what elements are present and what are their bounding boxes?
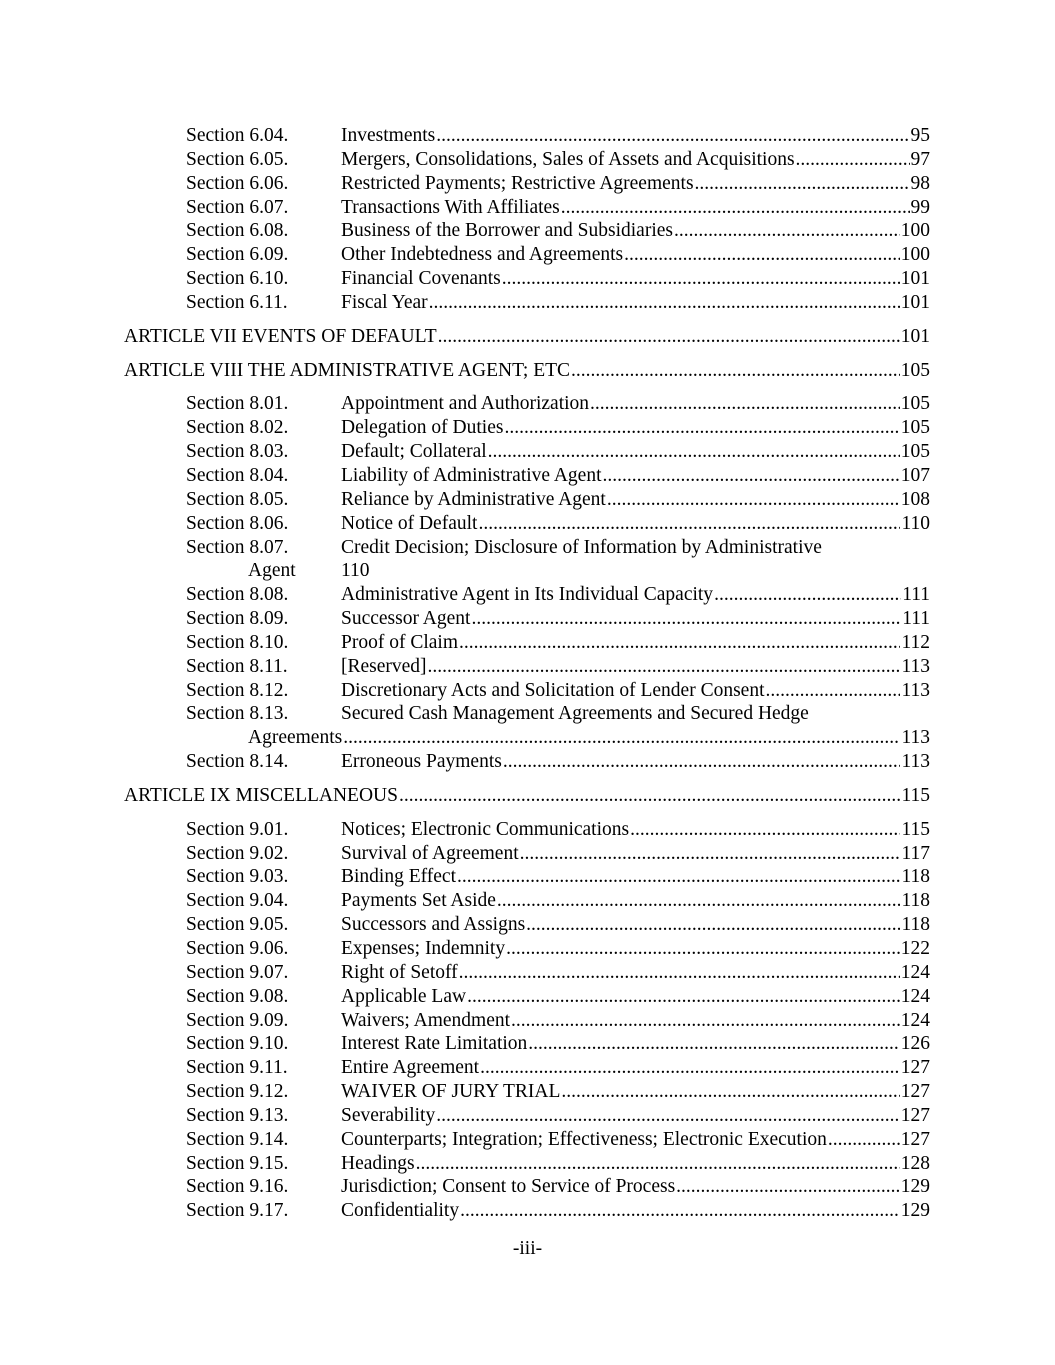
toc-section-row bbox=[0, 937, 1055, 961]
section-page: 110 bbox=[901, 512, 930, 534]
dot-leader bbox=[428, 655, 901, 679]
section-page: 95 bbox=[910, 125, 930, 146]
section-entry bbox=[341, 1175, 930, 1199]
section-title: Applicable Law bbox=[341, 985, 467, 1007]
section-title: Mergers, Consolidations, Sales of Assets and Acquisitions bbox=[341, 148, 795, 170]
toc-section-row bbox=[0, 607, 1055, 631]
section-title: Reliance by Administrative Agent bbox=[341, 488, 606, 510]
section-title-continued: Agreements bbox=[248, 727, 343, 749]
section-page: 124 bbox=[900, 961, 930, 983]
section-number: Section 6.05. bbox=[186, 148, 289, 170]
section-page: 113 bbox=[901, 751, 930, 773]
section-title: Financial Covenants bbox=[341, 268, 501, 290]
section-title: Severability bbox=[341, 1104, 436, 1126]
toc-article-9 bbox=[124, 784, 930, 808]
section-title: Restricted Payments; Restrictive Agreements bbox=[341, 172, 694, 194]
section-title: Successors and Assigns bbox=[341, 914, 526, 936]
section-number: Section 6.07. bbox=[186, 196, 289, 218]
section-page: 118 bbox=[901, 914, 930, 936]
dot-leader bbox=[796, 148, 910, 172]
section-title: Waivers; Amendment bbox=[341, 1009, 511, 1031]
toc-section-row bbox=[0, 985, 1055, 1009]
section-number: Section 8.05. bbox=[186, 488, 289, 510]
toc-section-row bbox=[0, 583, 1055, 607]
section-number: Section 6.06. bbox=[186, 172, 289, 194]
toc-section-row bbox=[0, 512, 1055, 536]
section-entry bbox=[341, 124, 930, 148]
toc-section-row bbox=[0, 392, 1055, 416]
section-number: Section 8.03. bbox=[186, 441, 289, 463]
section-title: Interest Rate Limitation bbox=[341, 1033, 528, 1055]
section-page: 108 bbox=[900, 488, 930, 510]
toc-section-row bbox=[0, 1009, 1055, 1033]
toc-section-8-13 bbox=[0, 702, 1055, 750]
section-entry bbox=[341, 1199, 930, 1223]
section-title: Successor Agent bbox=[341, 608, 471, 630]
section-page: 122 bbox=[900, 938, 930, 959]
section-page: 126 bbox=[900, 1033, 930, 1055]
section-entry bbox=[341, 1009, 930, 1033]
dot-leader bbox=[590, 392, 900, 416]
dot-leader bbox=[399, 784, 900, 808]
section-number: Section 6.09. bbox=[186, 244, 289, 266]
section-page: 127 bbox=[900, 1081, 930, 1103]
section-title: Administrative Agent in Its Individual Capacity bbox=[341, 584, 714, 606]
section-page: 111 bbox=[902, 584, 930, 606]
section-number: Section 9.02. bbox=[186, 842, 289, 864]
section-title: Proof of Claim bbox=[341, 631, 458, 653]
section-number: Section 9.16. bbox=[186, 1176, 289, 1198]
section-title: Confidentiality bbox=[341, 1200, 460, 1222]
section-number: Section 8.12. bbox=[186, 679, 289, 701]
section-title: WAIVER OF JURY TRIAL bbox=[341, 1081, 561, 1103]
dot-leader bbox=[607, 488, 900, 512]
toc-section-row bbox=[0, 1175, 1055, 1199]
toc-section-row bbox=[0, 488, 1055, 512]
section-page: 113 bbox=[901, 655, 930, 677]
dot-leader bbox=[343, 726, 900, 750]
section-title: Binding Effect bbox=[341, 866, 456, 888]
section-number: Section 8.08. bbox=[186, 584, 289, 606]
section-entry bbox=[341, 392, 930, 416]
section-entry bbox=[341, 818, 930, 842]
dot-leader bbox=[676, 1175, 900, 1199]
dot-leader bbox=[457, 865, 900, 889]
toc-section-row bbox=[0, 1080, 1055, 1104]
article-title: ARTICLE VII EVENTS OF DEFAULT bbox=[124, 325, 437, 347]
section-entry bbox=[341, 512, 930, 536]
section-number: Section 9.17. bbox=[186, 1200, 289, 1222]
section-title-continued-line bbox=[248, 726, 930, 750]
section-page: 118 bbox=[901, 866, 930, 888]
section-page: 97 bbox=[910, 148, 930, 170]
section-page: 105 bbox=[900, 441, 930, 463]
section-number: Section 9.12. bbox=[186, 1081, 289, 1103]
section-title: Expenses; Indemnity bbox=[341, 938, 506, 959]
dot-leader bbox=[603, 464, 900, 488]
dot-leader bbox=[416, 1152, 900, 1176]
section-page: 118 bbox=[901, 890, 930, 912]
dot-leader bbox=[714, 583, 901, 607]
section-entry bbox=[341, 219, 930, 243]
section-title: Right of Setoff bbox=[341, 961, 458, 983]
dot-leader bbox=[497, 889, 901, 913]
toc-section-row bbox=[0, 1128, 1055, 1152]
page-number: -iii- bbox=[512, 1238, 543, 1259]
section-entry bbox=[341, 865, 930, 889]
section-page: 124 bbox=[900, 985, 930, 1007]
section-number: Section 9.04. bbox=[186, 890, 289, 912]
table-of-contents bbox=[0, 124, 1055, 1223]
dot-leader bbox=[695, 172, 910, 196]
section-page: 98 bbox=[910, 172, 930, 194]
section-page: 99 bbox=[910, 196, 930, 218]
section-entry bbox=[341, 913, 930, 937]
dot-leader bbox=[506, 937, 900, 961]
article-page: 101 bbox=[900, 325, 930, 347]
dot-leader bbox=[561, 1080, 899, 1104]
toc-section-row bbox=[0, 148, 1055, 172]
toc-section-row bbox=[0, 818, 1055, 842]
section-page: 113 bbox=[901, 727, 930, 749]
section-number: Section 9.06. bbox=[186, 938, 289, 959]
section-number: Section 8.11. bbox=[186, 655, 288, 677]
section-number: Section 8.10. bbox=[186, 631, 289, 653]
section-number: Section 8.02. bbox=[186, 417, 289, 439]
section-number: Section 6.08. bbox=[186, 220, 289, 242]
section-page: 105 bbox=[900, 417, 930, 439]
section-entry bbox=[341, 961, 930, 985]
dot-leader bbox=[459, 631, 900, 655]
section-group-article-9 bbox=[0, 818, 1055, 1223]
article-title: ARTICLE IX MISCELLANEOUS bbox=[124, 784, 398, 806]
dot-leader bbox=[460, 1199, 900, 1223]
toc-article-7 bbox=[124, 325, 930, 349]
dot-leader bbox=[766, 679, 901, 703]
dot-leader bbox=[571, 359, 900, 383]
dot-leader bbox=[502, 267, 900, 291]
section-number: Section 9.15. bbox=[186, 1152, 289, 1174]
section-title: Notices; Electronic Communications bbox=[341, 818, 630, 840]
section-title: Entire Agreement bbox=[341, 1057, 480, 1079]
section-title: [Reserved] bbox=[341, 655, 427, 677]
toc-section-row bbox=[0, 679, 1055, 703]
toc-section-row bbox=[0, 124, 1055, 148]
section-page: 100 bbox=[900, 220, 930, 242]
section-entry bbox=[341, 679, 930, 703]
section-number: Section 9.14. bbox=[186, 1128, 289, 1150]
section-entry bbox=[341, 583, 930, 607]
section-page: 127 bbox=[900, 1057, 930, 1079]
section-number: Section 9.13. bbox=[186, 1104, 289, 1126]
section-number: Section 9.08. bbox=[186, 985, 289, 1007]
toc-section-row bbox=[0, 196, 1055, 220]
dot-leader bbox=[471, 607, 901, 631]
section-title: Jurisdiction; Consent to Service of Process bbox=[341, 1176, 676, 1198]
section-title: Transactions With Affiliates bbox=[341, 196, 560, 218]
section-number: Section 8.06. bbox=[186, 512, 289, 534]
toc-section-row bbox=[0, 865, 1055, 889]
section-page: 129 bbox=[900, 1176, 930, 1198]
section-number: Section 9.03. bbox=[186, 866, 289, 888]
section-number: Section 9.10. bbox=[186, 1033, 289, 1055]
section-number: Section 9.09. bbox=[186, 1009, 289, 1031]
dot-leader bbox=[480, 1056, 900, 1080]
dot-leader bbox=[504, 416, 899, 440]
section-number: Section 8.01. bbox=[186, 393, 289, 415]
section-number: Section 6.04. bbox=[186, 125, 289, 146]
section-entry bbox=[341, 196, 930, 220]
section-group-article-8-part-1 bbox=[0, 392, 1055, 535]
toc-section-row bbox=[0, 1032, 1055, 1056]
dot-leader bbox=[674, 219, 900, 243]
article-page: 115 bbox=[901, 784, 930, 806]
toc-section-row bbox=[0, 219, 1055, 243]
dot-leader bbox=[467, 985, 900, 1009]
section-number: Section 6.10. bbox=[186, 268, 289, 290]
section-number: Section 8.07. bbox=[186, 536, 289, 558]
dot-leader bbox=[624, 243, 900, 267]
section-page: 129 bbox=[900, 1200, 930, 1222]
section-title: Credit Decision; Disclosure of Information by Administrative bbox=[341, 536, 822, 558]
toc-section-row bbox=[0, 631, 1055, 655]
section-page: 124 bbox=[900, 1009, 930, 1031]
toc-section-row bbox=[0, 842, 1055, 866]
section-entry bbox=[341, 985, 930, 1009]
section-page: 117 bbox=[901, 842, 930, 864]
dot-leader bbox=[561, 196, 910, 220]
section-entry bbox=[341, 750, 930, 774]
section-page: 127 bbox=[900, 1128, 930, 1150]
section-entry bbox=[341, 243, 930, 267]
dot-leader bbox=[459, 961, 900, 985]
section-number: Section 8.13. bbox=[186, 703, 289, 725]
section-title: Investments bbox=[341, 125, 436, 146]
section-title: Discretionary Acts and Solicitation of Lender Consent bbox=[341, 679, 765, 701]
article-title: ARTICLE VIII THE ADMINISTRATIVE AGENT; ETC bbox=[124, 359, 571, 381]
section-title: Erroneous Payments bbox=[341, 751, 502, 773]
section-number: Section 8.04. bbox=[186, 464, 289, 486]
dot-leader bbox=[630, 818, 900, 842]
section-entry bbox=[341, 291, 930, 315]
section-entry bbox=[341, 607, 930, 631]
toc-section-row bbox=[0, 416, 1055, 440]
section-entry bbox=[341, 1104, 930, 1128]
section-page: 113 bbox=[901, 679, 930, 701]
section-page: 128 bbox=[900, 1152, 930, 1174]
toc-section-8-07 bbox=[0, 536, 1055, 584]
section-entry bbox=[341, 267, 930, 291]
dot-leader bbox=[828, 1128, 900, 1152]
section-page: 107 bbox=[900, 464, 930, 486]
section-group-article-6 bbox=[0, 124, 1055, 315]
section-title-continued: Agent bbox=[248, 560, 296, 582]
section-entry bbox=[341, 1152, 930, 1176]
dot-leader bbox=[528, 1032, 899, 1056]
section-number: Section 9.07. bbox=[186, 961, 289, 983]
dot-leader bbox=[520, 842, 901, 866]
toc-section-row bbox=[0, 913, 1055, 937]
section-title: Secured Cash Management Agreements and Secured Hedge bbox=[341, 703, 809, 725]
dot-leader bbox=[429, 291, 900, 315]
section-group-article-8-part-2 bbox=[0, 583, 1055, 702]
section-page: 105 bbox=[900, 393, 930, 415]
section-title: Notice of Default bbox=[341, 512, 478, 534]
section-entry bbox=[341, 842, 930, 866]
toc-section-row bbox=[0, 267, 1055, 291]
section-entry bbox=[341, 464, 930, 488]
toc-section-row bbox=[0, 889, 1055, 913]
dot-leader bbox=[503, 750, 901, 774]
section-title: Fiscal Year bbox=[341, 291, 428, 313]
section-number: Section 9.01. bbox=[186, 818, 289, 840]
section-number: Section 8.09. bbox=[186, 608, 289, 630]
section-number: Section 9.05. bbox=[186, 914, 289, 936]
section-number: Section 6.11. bbox=[186, 291, 288, 313]
section-page: 127 bbox=[900, 1104, 930, 1126]
section-page: 111 bbox=[902, 608, 930, 630]
dot-leader bbox=[526, 913, 900, 937]
section-number: Section 8.14. bbox=[186, 751, 289, 773]
section-entry bbox=[341, 937, 930, 961]
section-page: 115 bbox=[901, 818, 930, 840]
dot-leader bbox=[478, 512, 900, 536]
section-title: Payments Set Aside bbox=[341, 890, 496, 912]
section-title: Default; Collateral bbox=[341, 441, 487, 463]
toc-section-row bbox=[0, 172, 1055, 196]
section-title: Other Indebtedness and Agreements bbox=[341, 244, 624, 266]
toc-section-8-14 bbox=[0, 750, 1055, 774]
toc-section-row bbox=[0, 1056, 1055, 1080]
dot-leader bbox=[436, 124, 909, 148]
section-title: Counterparts; Integration; Effectiveness; Electronic Execution bbox=[341, 1128, 827, 1150]
section-title: Survival of Agreement bbox=[341, 842, 519, 864]
section-entry bbox=[341, 1080, 930, 1104]
toc-article-8 bbox=[124, 359, 930, 383]
toc-section-row bbox=[0, 291, 1055, 315]
toc-section-row bbox=[0, 961, 1055, 985]
section-title: Delegation of Duties bbox=[341, 417, 504, 439]
article-page: 105 bbox=[900, 359, 930, 381]
toc-section-row bbox=[0, 243, 1055, 267]
section-title: Liability of Administrative Agent bbox=[341, 464, 602, 486]
toc-section-row bbox=[0, 1152, 1055, 1176]
section-entry bbox=[341, 1032, 930, 1056]
section-entry bbox=[341, 172, 930, 196]
section-title: Business of the Borrower and Subsidiaries bbox=[341, 220, 673, 242]
toc-section-row bbox=[0, 440, 1055, 464]
section-page: 112 bbox=[901, 631, 930, 653]
section-entry bbox=[341, 1056, 930, 1080]
section-title: Headings bbox=[341, 1152, 415, 1174]
toc-section-row bbox=[0, 1104, 1055, 1128]
toc-section-row bbox=[0, 1199, 1055, 1223]
section-page: 110 bbox=[341, 560, 370, 582]
section-page: 101 bbox=[900, 268, 930, 290]
toc-section-row bbox=[0, 464, 1055, 488]
section-number: Section 9.11. bbox=[186, 1057, 288, 1079]
section-entry bbox=[341, 416, 930, 440]
section-page: 100 bbox=[900, 244, 930, 266]
section-entry bbox=[341, 440, 930, 464]
section-page: 101 bbox=[900, 291, 930, 313]
section-entry bbox=[341, 889, 930, 913]
section-entry bbox=[341, 488, 930, 512]
section-entry bbox=[341, 1128, 930, 1152]
section-entry bbox=[341, 655, 930, 679]
dot-leader bbox=[436, 1104, 900, 1128]
toc-section-row bbox=[0, 655, 1055, 679]
dot-leader bbox=[488, 440, 900, 464]
dot-leader bbox=[511, 1009, 900, 1033]
section-title: Appointment and Authorization bbox=[341, 393, 590, 415]
dot-leader bbox=[438, 325, 900, 349]
section-entry bbox=[341, 631, 930, 655]
section-entry bbox=[341, 148, 930, 172]
